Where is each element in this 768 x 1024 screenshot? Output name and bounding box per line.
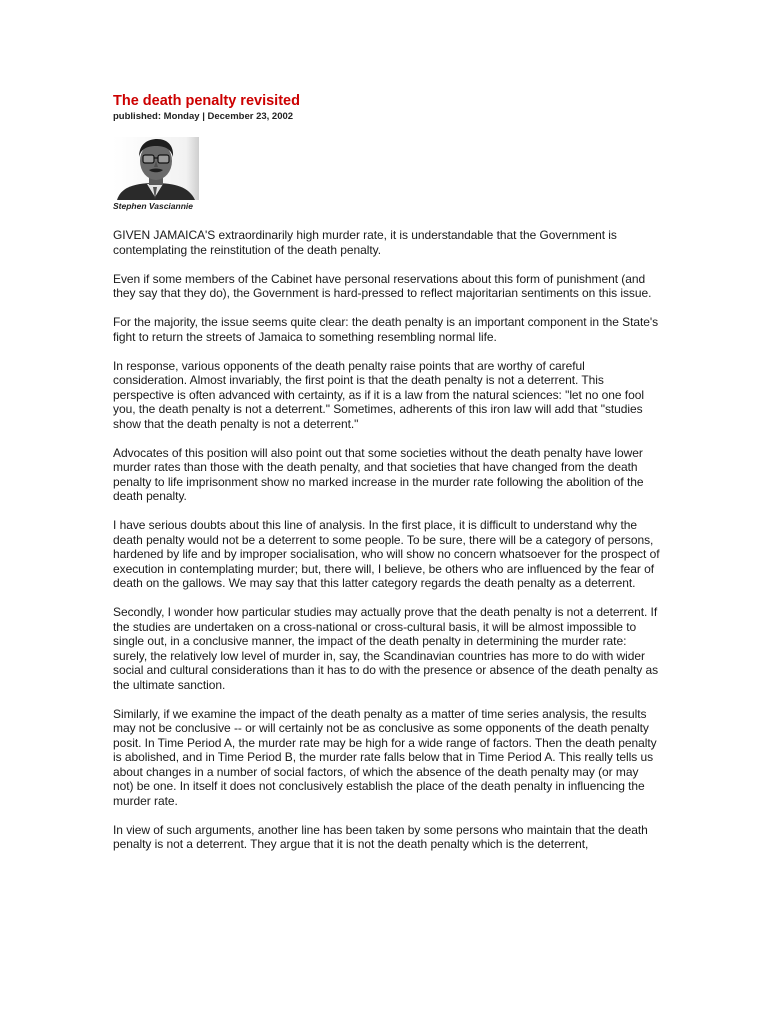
- paragraph: Advocates of this position will also point out that some societies without the death penalty have lower murder rates than those with the death penalty, and that societies that have changed from the death penalty to life imprisonment show no marked increase in the murder rate following the abolition of the death penalty.: [113, 445, 644, 503]
- paragraph: GIVEN JAMAICA'S extraordinarily high murder rate, it is understandable that the Government is contemplating the reinstitution of the death penalty.: [113, 228, 617, 257]
- author-photo: [113, 137, 199, 200]
- article-body: [113, 228, 661, 852]
- author-caption: Stephen Vasciannie: [113, 201, 193, 211]
- paragraph: Secondly, I wonder how particular studies may actually prove that the death penalty is not a deterrent. If the studies are undertaken on a cross-national or cross-cultural basis, it will be almost impossible to single out, in a conclusive manner, the impact of the death penalty in determining the murder rate: surely, the relatively low level of murder in, say, the Scandinavian countries has more to do with wider social and cultural considerations than it has to do with the presence or absence of the death penalty as the ultimate sanction.: [113, 605, 659, 692]
- paragraph: Similarly, if we examine the impact of the death penalty as a matter of time series analysis, the results may not be conclusive -- or will certainly not be as conclusive as some opponents of the death penalty posit. In Time Period A, the murder rate may be high for a wide range of factors. Then the death penalty is abolished, and in Time Period B, the murder rate falls below that in Time Period A. This really tells us about changes in a number of social factors, of which the absence of the death penalty may (or may not) be one. In itself it does not conclusively establish the place of the death penalty in influencing the murder rate.: [113, 706, 657, 808]
- published-date: published: Monday | December 23, 2002: [113, 111, 294, 122]
- article: [113, 93, 661, 852]
- article-title: The death penalty revisited: [113, 93, 300, 109]
- paragraph: Even if some members of the Cabinet have personal reservations about this form of punishment (and they say that they do), the Government is hard-pressed to reflect majoritarian sentiments on this issue.: [113, 271, 652, 300]
- paragraph: In view of such arguments, another line has been taken by some persons who maintain that the death penalty is not a deterrent. They argue that it is not the death penalty which is the deterrent,: [113, 822, 648, 851]
- author-byline: [113, 137, 213, 211]
- paragraph: I have serious doubts about this line of analysis. In the first place, it is difficult to understand why the death penalty would not be a deterrent to some people. To be sure, there will be a category of persons, hardened by life and by improper socialisation, who will show no concern whatsoever for the prospect of execution in contemplating murder; but, there will, I believe, be others who are influenced by the fear of death on the gallows. We may say that this latter category regards the death penalty as a deterrent.: [113, 518, 660, 590]
- paragraph: For the majority, the issue seems quite clear: the death penalty is an important component in the State's fight to return the streets of Jamaica to something resembling normal life.: [113, 315, 659, 344]
- paragraph: In response, various opponents of the death penalty raise points that are worthy of careful consideration. Almost invariably, the first point is that the death penalty is not a deterrent. This perspective is often advanced with certainty, as if it is a law from the natural sciences: "let no one fool you, the death penalty is not a deterrent." Sometimes, adherents of this iron law will add that "studies show that the death penalty is not a deterrent.": [113, 358, 644, 431]
